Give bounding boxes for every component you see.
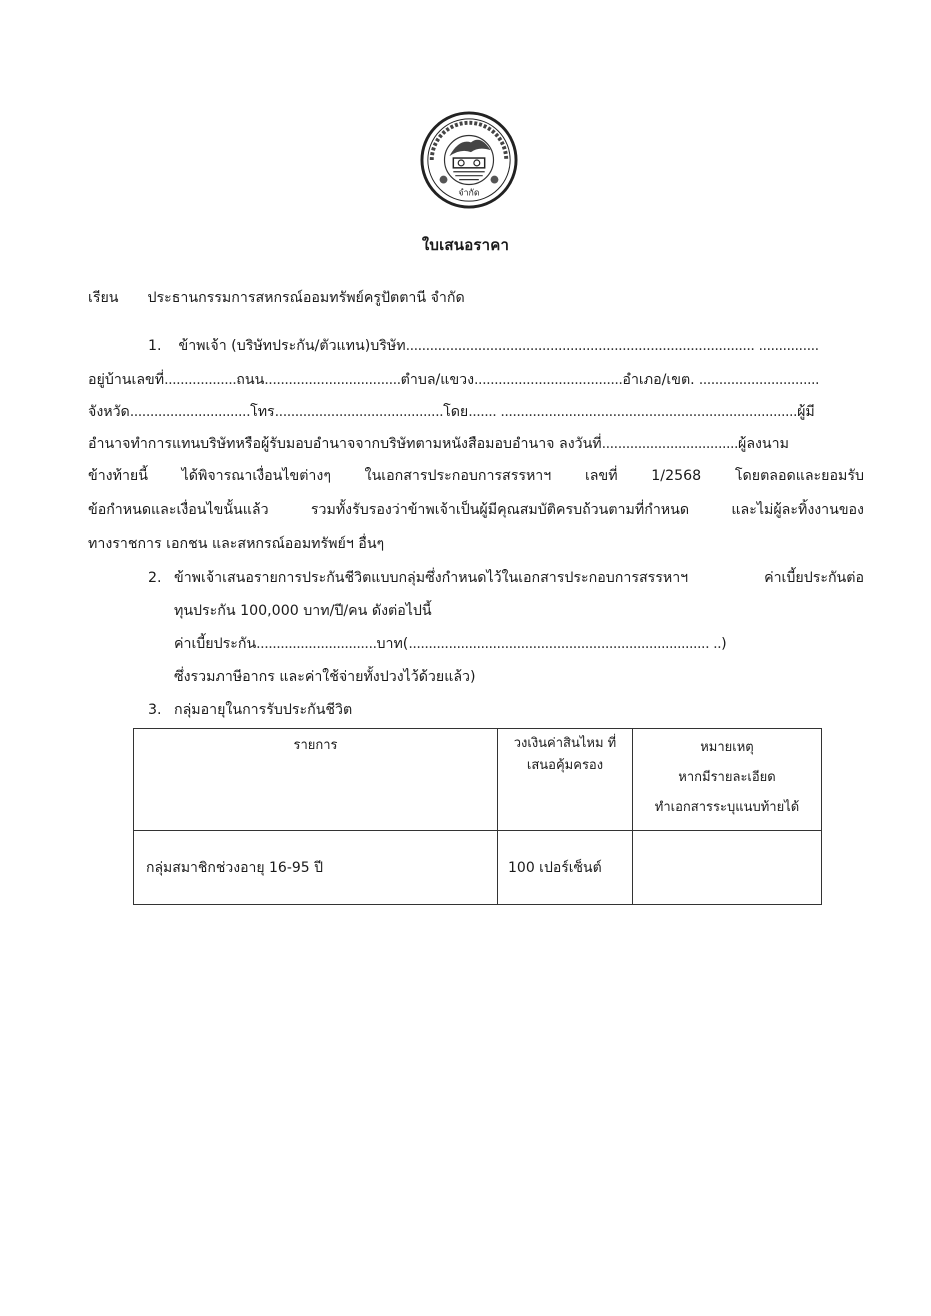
item1-line1 [148,336,819,356]
text-segment: ข้อกำหนดและเงื่อนไขนั้นแล้ว [88,502,269,518]
item1-line3 [88,402,864,422]
authorized-person-field[interactable]: ....... .......................................................................... [468,404,798,420]
cooperative-seal-logo [420,111,518,209]
attorney-date-field[interactable]: .................................. [601,436,738,452]
province-label: จังหวัด [88,404,130,420]
text-segment: และไม่ผู้ละทิ้งงานของ [731,502,864,518]
text-segment: รวมทั้งรับรองว่าข้าพเจ้าเป็นผู้มีคุณสมบัติครบถ้วนตามที่กำหนด [310,502,690,518]
subdistrict-field[interactable]: ..................................... [474,372,623,388]
phone-label: โทร [250,404,275,420]
premium-label: ค่าเบี้ยประกัน [174,636,257,652]
header-coverage [498,729,633,831]
authorized-label: ผู้มี [797,404,815,420]
recipient: ประธานกรรมการสหกรณ์ออมทรัพย์ครูปัตตานี จำกัด [147,290,465,306]
header-text: รายการ [293,738,338,753]
text-segment: ในเอกสารประกอบการสรรหาฯ [364,468,552,484]
text-segment: ข้างท้ายนี้ [88,468,148,484]
province-field[interactable]: .............................. [129,404,251,420]
header-text: หากมีรายละเอียด [678,770,776,785]
premium-amount-field[interactable]: .............................. [256,636,377,652]
svg-text:จำกัด: จำกัด [458,188,480,199]
item1-number: 1. [148,338,162,354]
text-segment: เลขที่ [584,468,618,484]
road-field[interactable]: .................................. [264,372,401,388]
row-coverage: 100 เปอร์เซ็นต์ [498,831,633,905]
house-no-field[interactable]: .................. [164,372,237,388]
phone-field[interactable]: .......................................... [274,404,444,420]
header-remark [633,729,822,831]
header-text: วงเงินค่าสินไหม ที่ [513,736,617,751]
item1-line7: ทางราชการ เอกชน และสหกรณ์ออมทรัพย์ฯ อื่นๆ [88,536,385,552]
house-no-label: อยู่บ้านเลขที่ [88,372,165,388]
text-segment: ข้าพเจ้าเสนอรายการประกันชีวิตแบบกลุ่มซึ่งกำหนดไว้ในเอกสารประกอบการสรรหาฯ [174,570,689,586]
item1-line5 [88,466,864,486]
item1-line6 [88,500,864,520]
header-text: เสนอคุ้มครอง [526,758,604,773]
text-segment: ค่าเบี้ยประกันต่อ [764,570,864,586]
table-header-row [134,729,822,831]
company-name-field[interactable]: ....................................................................................... ............... [405,338,819,354]
text-segment: ได้พิจารณาเงื่อนไขต่างๆ [181,468,331,484]
power-of-attorney-text: อำนาจทำการแทนบริษัทหรือผู้รับมอบอำนาจจากบริษัทตามหนังสือมอบอำนาจ ลงวันที่ [88,436,602,452]
company-name-label: ข้าพเจ้า (บริษัทประกัน/ตัวแทน)บริษัท [178,338,406,354]
close-paren: ) [721,636,727,652]
row-remark[interactable] [633,831,822,905]
header-text: หมายเหตุ [700,740,754,755]
salutation [88,288,465,308]
row-item: กลุ่มสมาชิกช่วงอายุ 16-95 ปี [134,831,498,905]
header-text: ทำเอกสารระบุแนบท้ายได้ [654,800,800,815]
item1-line2 [88,370,864,390]
document-title: ใบเสนอราคา [421,236,510,254]
baht-label: บาท( [376,636,409,652]
district-label: อำเภอ/เขต. [622,372,695,388]
premium-amount-words-field[interactable]: ........................................................................... .. [408,636,722,652]
item2-premium-line [174,634,727,654]
item2-number: 2. [148,570,162,586]
item1-line4 [88,434,864,454]
table-row [134,831,822,905]
salutation-label: เรียน [88,290,119,306]
district-field[interactable]: .............................. [694,372,819,388]
by-label: โดย [443,404,469,420]
subdistrict-label: ตำบล/แขวง [400,372,475,388]
road-label: ถนน [236,372,265,388]
coverage-table [133,728,822,905]
text-segment: โดยตลอดและยอมรับ [734,468,864,484]
item2-line1 [148,568,864,588]
item3-number: 3. [148,702,162,718]
signer-label: ผู้ลงนาม [738,436,789,452]
header-item [134,729,498,831]
item3-text: กลุ่มอายุในการรับประกันชีวิต [174,702,353,718]
item3-line [148,700,352,720]
item2-line4: ซึ่งรวมภาษีอากร และค่าใช้จ่ายทั้งปวงไว้ด้วยแล้ว) [174,669,476,685]
document-number: 1/2568 [651,468,702,484]
item2-line2: ทุนประกัน 100,000 บาท/ปี/คน ดังต่อไปนี้ [174,603,432,619]
